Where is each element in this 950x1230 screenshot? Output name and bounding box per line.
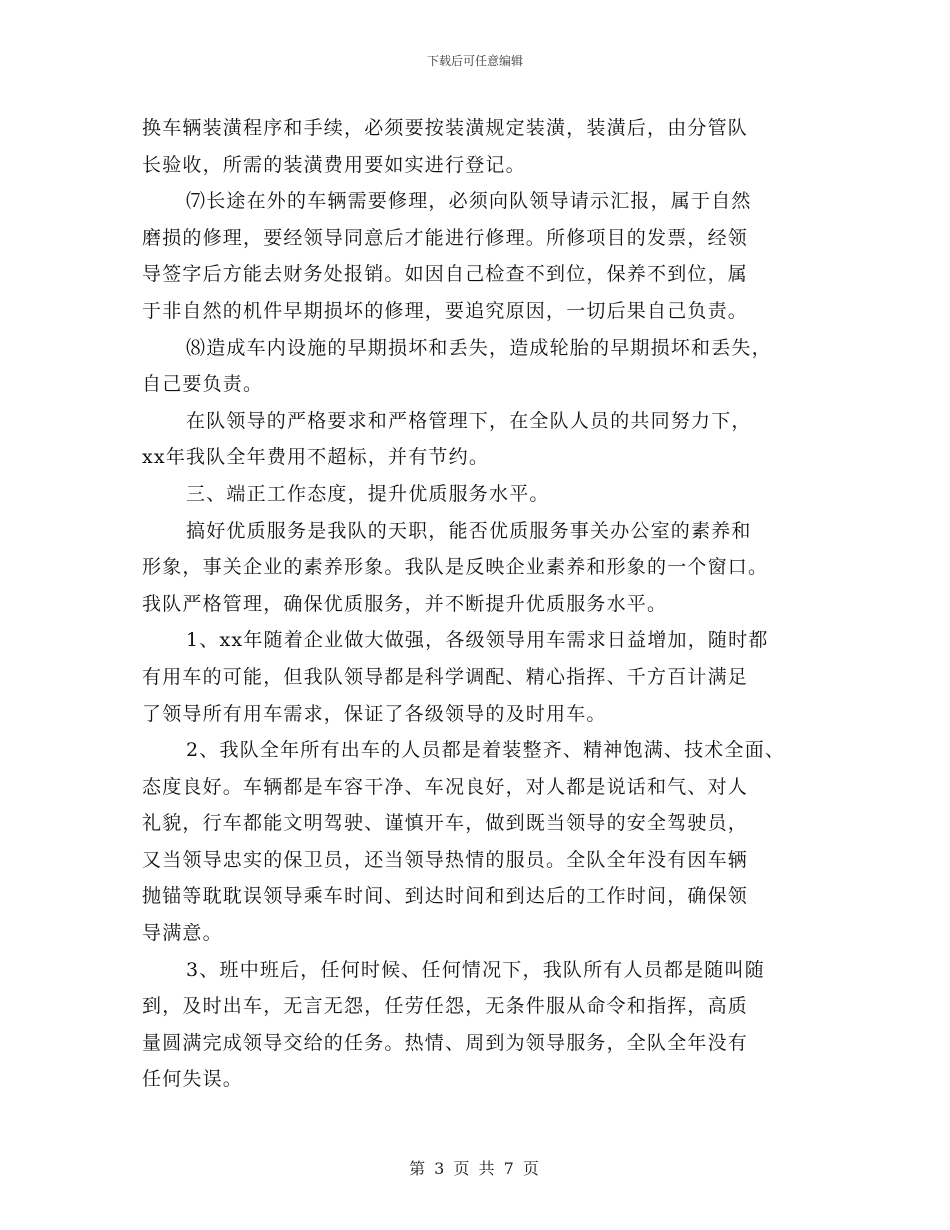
text-line: 态度良好。车辆都是车容干净、车况良好，对人都是说话和气、对人	[142, 775, 749, 798]
text-line: 到，及时出车，无言无怨，任劳任怨，无条件服从命令和指挥，高质	[142, 995, 749, 1018]
text-line: 形象，事关企业的素养形象。我队是反映企业素养和形象的一个窗口。	[142, 556, 769, 579]
text-line: 于非自然的机件早期损坏的修理，要追究原因，一切后果自己负责。	[142, 299, 749, 322]
text-line: ⑻造成车内设施的早期损坏和丢失，造成轮胎的早期损坏和丢失，	[186, 336, 772, 359]
page-header-note: 下载后可任意编辑	[426, 54, 523, 68]
text-line: 长验收，所需的装潢费用要如实进行登记。	[142, 153, 526, 176]
text-line: 又当领导忠实的保卫员，还当领导热情的服员。全队全年没有因车辆	[142, 848, 749, 871]
text-line: 磨损的修理，要经领导同意后才能进行修理。所修项目的发票，经领	[142, 226, 749, 249]
section-heading: 三、端正工作态度，提升优质服务水平。	[186, 482, 550, 505]
text-line: 导满意。	[142, 922, 223, 945]
text-line: xx年我队全年费用不超标，并有节约。	[142, 446, 490, 469]
page-number: 第 3 页 共 7 页	[409, 1159, 541, 1178]
text-line: 1、xx年随着企业做大做强，各级领导用车需求日益增加，随时都	[186, 629, 769, 652]
text-line: 搞好优质服务是我队的天职，能否优质服务事关办公室的素养和	[186, 519, 752, 542]
text-line: 抛锚等耽耽误领导乘车时间、到达时间和到达后的工作时间，确保领	[142, 885, 749, 908]
text-line: 任何失误。	[142, 1068, 244, 1091]
text-line: 礼貌，行车都能文明驾驶、谨慎开车，做到既当领导的安全驾驶员，	[142, 812, 749, 835]
text-line: 导签字后方能去财务处报销。如因自己检查不到位，保养不到位，属	[142, 263, 749, 286]
text-line: 2、我队全年所有出车的人员都是着装整齐、精神饱满、技术全面、	[186, 739, 786, 762]
text-line: 了领导所有用车需求，保证了各级领导的及时用车。	[142, 702, 607, 725]
text-line: 自己要负责。	[142, 373, 264, 396]
text-line: 我队严格管理，确保优质服务，并不断提升优质服务水平。	[142, 592, 668, 615]
text-line: 量圆满完成领导交给的任务。热情、周到为领导服务，全队全年没有	[142, 1031, 749, 1054]
text-line: 有用车的可能，但我队领导都是科学调配、精心指挥、千方百计满足	[142, 665, 749, 688]
text-line: ⑺长途在外的车辆需要修理，必须向队领导请示汇报，属于自然	[186, 190, 752, 213]
text-line: 3、班中班后，任何时候、任何情况下，我队所有人员都是随叫随	[186, 958, 765, 981]
document-body	[142, 110, 832, 1098]
text-line: 换车辆装潢程序和手续，必须要按装潢规定装潢，装潢后，由分管队	[142, 117, 749, 139]
text-line: 在队领导的严格要求和严格管理下，在全队人员的共同努力下，	[186, 409, 752, 432]
